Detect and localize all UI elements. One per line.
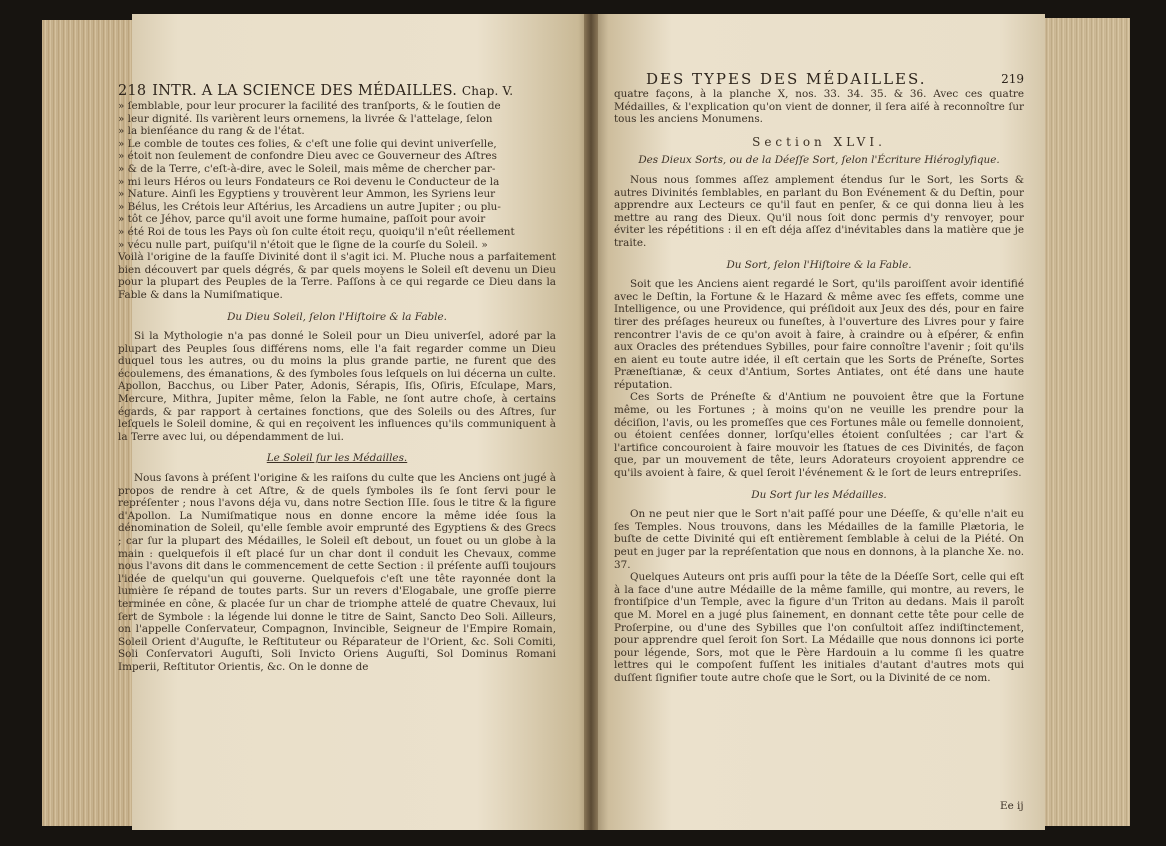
quote-line: » tôt ce Jéhov, parce qu'il avoit une forme humaine, paſſoit pour avoir (118, 213, 486, 226)
signature-mark: Ee ij (1000, 800, 1024, 812)
section-heading: Section XLVI. (752, 134, 886, 149)
paragraph: Nous ſavons à préſent l'origine & les raiſons du culte que les Anciens ont jugé à propos de rendre à cet Aſtre, & de quels ſymboles ils ſe ſont ſervi pour le repréſenter ; nous l'avons déja vu, dans notre Section IIIe. ſous le titre & la figure d'Apollon. La Numiſmatique nous en donne encore la même idée ſous la dénomination de Soleil, qu'elle ſemble avoir emprunté des Egyptiens & des Grecs ; car ſur la plupart des Médailles, le Soleil eſt debout, un fouet ou un globe à la main : quelquefois il eſt placé ſur un char dont il conduit les Chevaux, comme nous l'avons dit dans le commencement de cette Section : il préſente auſſi toujours l'idée de quelqu'un qui gouverne. Quelquefois c'eſt une tête rayonnée dont la lumière ſe répand de toutes parts. Sur un revers d'Elogabale, une groſſe pierre terminée en cône, & placée ſur un char de triomphe attelé de quatre Chevaux, lui ſert de Symbole : la légende lui donne le titre de Saint, Sancto Deo Soli. Ailleurs, on l'appelle Conſervateur, Compagnon, Invincible, Seigneur de l'Empire Romain, Soleil Orient d'Auguſte, le Reſtituteur ou Réparateur de l'Orient, &c. Soli Comiti, Soli Conſervatori Auguſti, Soli Invicto Oriens Auguſti, Sol Dominus Romani Imperii, Reſtitutor Orientis, &c. On le donne de (118, 472, 556, 673)
right-running-head (646, 70, 1024, 88)
left-head-title: INTR. A LA SCIENCE DES MÉDAILLES. (152, 83, 458, 99)
left-running-head (118, 83, 558, 99)
quote-line: » ſemblable, pour leur procurer la facilité des tranſports, & le ſoutien de (118, 100, 501, 112)
quote-line: » Nature. Ainſi les Egyptiens y trouvèrent leur Ammon, les Syriens leur (118, 188, 496, 201)
paragraph: Nous nous ſommes aſſez amplement étendus ſur le Sort, les Sorts & autres Divinités ſemblables, en parlant du Bon Evénement & du Deſtin, pour apprendre aux Lecteurs ce qu'il faut en penſer, & ce qui donna lieu à les mettre au rang des Dieux. Qu'il nous ſoit donc permis d'y renvoyer, pour éviter les répétitions : il en eſt déja aſſez d'inévitables dans la matière que je traite. (614, 173, 1024, 249)
paragraph: Soit que les Anciens aient regardé le Sort, qu'ils paroiſſent avoir identifié avec le Deſtin, la Fortune & le Hazard & même avec ſes effets, comme une Intelligence, ou une Providence, qui préſidoit aux Jeux des dés, pour en faire tirer des préſages heureux ou funeſtes, à l'ouverture des Livres pour y faire rencontrer l'avis de ce qu'on avoit à faire, à craindre ou à eſpérer, & enfin aux Oracles des prétendues Sybilles, pour faire connoître l'avenir ; ſoit qu'ils en aient eu toute autre idée, il eſt certain que les Sorts de Préneſte, Sortes Præneſtianæ, & ceux d'Antium, Sortes Antiates, ont été dans une haute réputation. (614, 278, 1024, 391)
book-gutter (584, 14, 598, 830)
quote-line: » la bienſéance du rang & de l'état. (118, 125, 305, 138)
right-folio: 219 (1001, 72, 1024, 86)
quote-block (118, 100, 556, 251)
paragraph: Si la Mythologie n'a pas donné le Soleil pour un Dieu univerſel, adoré par la plupart des Peuples ſous différens noms, elle l'a fait regarder comme un Dieu duquel tous les autres, ou du moins la plus grande partie, ne furent que des écoulemens, des émanations, & des ſymboles ſous leſquels on lui décerna un culte. Apollon, Bacchus, ou Liber Pater, Adonis, Sérapis, Iſis, Oſiris, Eſculape, Mars, Mercure, Mithra, Jupiter même, ſelon la Fable, ne ſont autre choſe, à certains égards, & par rapport à certaines fonctions, que des Soleils ou des Aſtres, ſur leſquels le Soleil domine, & qui en reçoivent les influences qu'ils communiquent à la Terre avec lui, ou dépendamment de lui. (118, 330, 556, 443)
left-head-chapter: Chap. V. (461, 84, 514, 98)
paragraph: quatre façons, à la planche X, nos. 33. 34. 35. & 36. Avec ces quatre Médailles, & l'explication qu'on vient de donner, il ſera aiſé à reconnoître ſur tous les anciens Monumens. (614, 88, 1024, 126)
quote-line: » vécu nulle part, puiſqu'il n'étoit que le ſigne de la courſe du Soleil. » (118, 238, 488, 251)
right-head-title: DES TYPES DES MÉDAILLES. (646, 70, 927, 88)
paragraph: Ces Sorts de Préneſte & d'Antium ne pouvoient être que la Fortune même, ou les Fortunes ; à moins qu'on ne veuille les prendre pour la déciſion, l'avis, ou les promeſſes que ces Fortunes mâle ou femelle donnoient, ou étoient cenſées donner, lorſqu'elles étoient conſultées ; car l'art & l'artifice concouroient à faire mouvoir les ſtatues de ces Divinités, de façon que, par un mouvement de tête, leurs Adorateurs croyoient apprendre ce qu'ils avoient à faire, & quel ſeroit l'événement & le ſort de leurs entrepriſes. (614, 391, 1024, 480)
subheading: Du Sort ſur les Médailles. (751, 488, 887, 501)
quote-line: » mi leurs Héros ou leurs Fondateurs ce Roi devenu le Conducteur de la (118, 175, 500, 188)
section-title: Des Dieux Sorts, ou de la Déeſſe Sort, ſelon l'Écriture Hiéroglyfique. (638, 154, 1000, 167)
paragraph: On ne peut nier que le Sort n'ait paſſé pour une Déeſſe, & qu'elle n'ait eu ſes Temples. Nous trouvons, dans les Médailles de la famille Plætoria, le buſte de cette Divinité qui eſt entièrement ſemblable à celui de la Piété. On peut en juger par la repréſentation que nous en donnons, à la planche Xe. no. 37. (614, 508, 1024, 571)
quote-line: » Bélus, les Crétois leur Aſtérius, les Arcadiens un autre Jupiter ; ou plu- (118, 200, 501, 213)
quote-line: » étoit non ſeulement de confondre Dieu avec ce Gouverneur des Aſtres (118, 150, 497, 163)
quote-line: » leur dignité. Ils varièrent leurs ornemens, la livrée & l'attelage, ſelon (118, 112, 493, 125)
subheading: Le Soleil ſur les Médailles. (266, 452, 408, 465)
left-text-column (118, 100, 556, 674)
paragraph: Quelques Auteurs ont pris auſſi pour la tête de la Déeſſe Sort, celle qui eſt à la face d'une autre Médaille de la même famille, qui montre, au revers, le frontiſpice d'un Temple, avec la figure d'un Triton au dedans. Mais il paroît que M. Morel en a jugé plus ſainement, en donnant cette tête pour celle de Proſerpine, ou d'une des Sybilles que l'on conſultoit aſſez indiſtinctement, pour apprendre quel ſeroit ſon Sort. La Médaille que nous donnons ici porte pour légende, Sors, mot que le Père Hardouin a lu comme ſi les quatre lettres qui le compoſent fuſſent les initiales d'autant d'autres mots qui duſſent ſignifier toute autre choſe que le Sort, ou la Divinité de ce nom. (614, 571, 1024, 684)
subheading: Du Dieu Soleil, ſelon l'Hiſtoire & la Fable. (227, 310, 447, 323)
paragraph: Voilà l'origine de la fauſſe Divinité dont il s'agit ici. M. Pluche nous a parfaitement bien découvert par quels dégrés, & par quels moyens le Soleil eſt devenu un Dieu pour la plupart des Peuples de la Terre. Paſſons à ce qui regarde ce Dieu dans la Fable & dans la Numiſmatique. (118, 251, 556, 301)
right-page-edges (1040, 18, 1130, 826)
quote-line: » été Roi de tous les Pays où ſon culte étoit reçu, quoiqu'il n'eût réellement (118, 225, 515, 238)
subheading: Du Sort, ſelon l'Hiſtoire & la Fable. (726, 258, 912, 271)
quote-line: » Le comble de toutes ces folies, & c'eſt une folie qui devint univerſelle, (118, 137, 497, 150)
quote-line: » & de la Terre, c'eſt-à-dire, avec le Soleil, mais même de chercher par- (118, 162, 496, 175)
left-folio: 218 (118, 83, 147, 99)
right-text-column (614, 88, 1024, 685)
